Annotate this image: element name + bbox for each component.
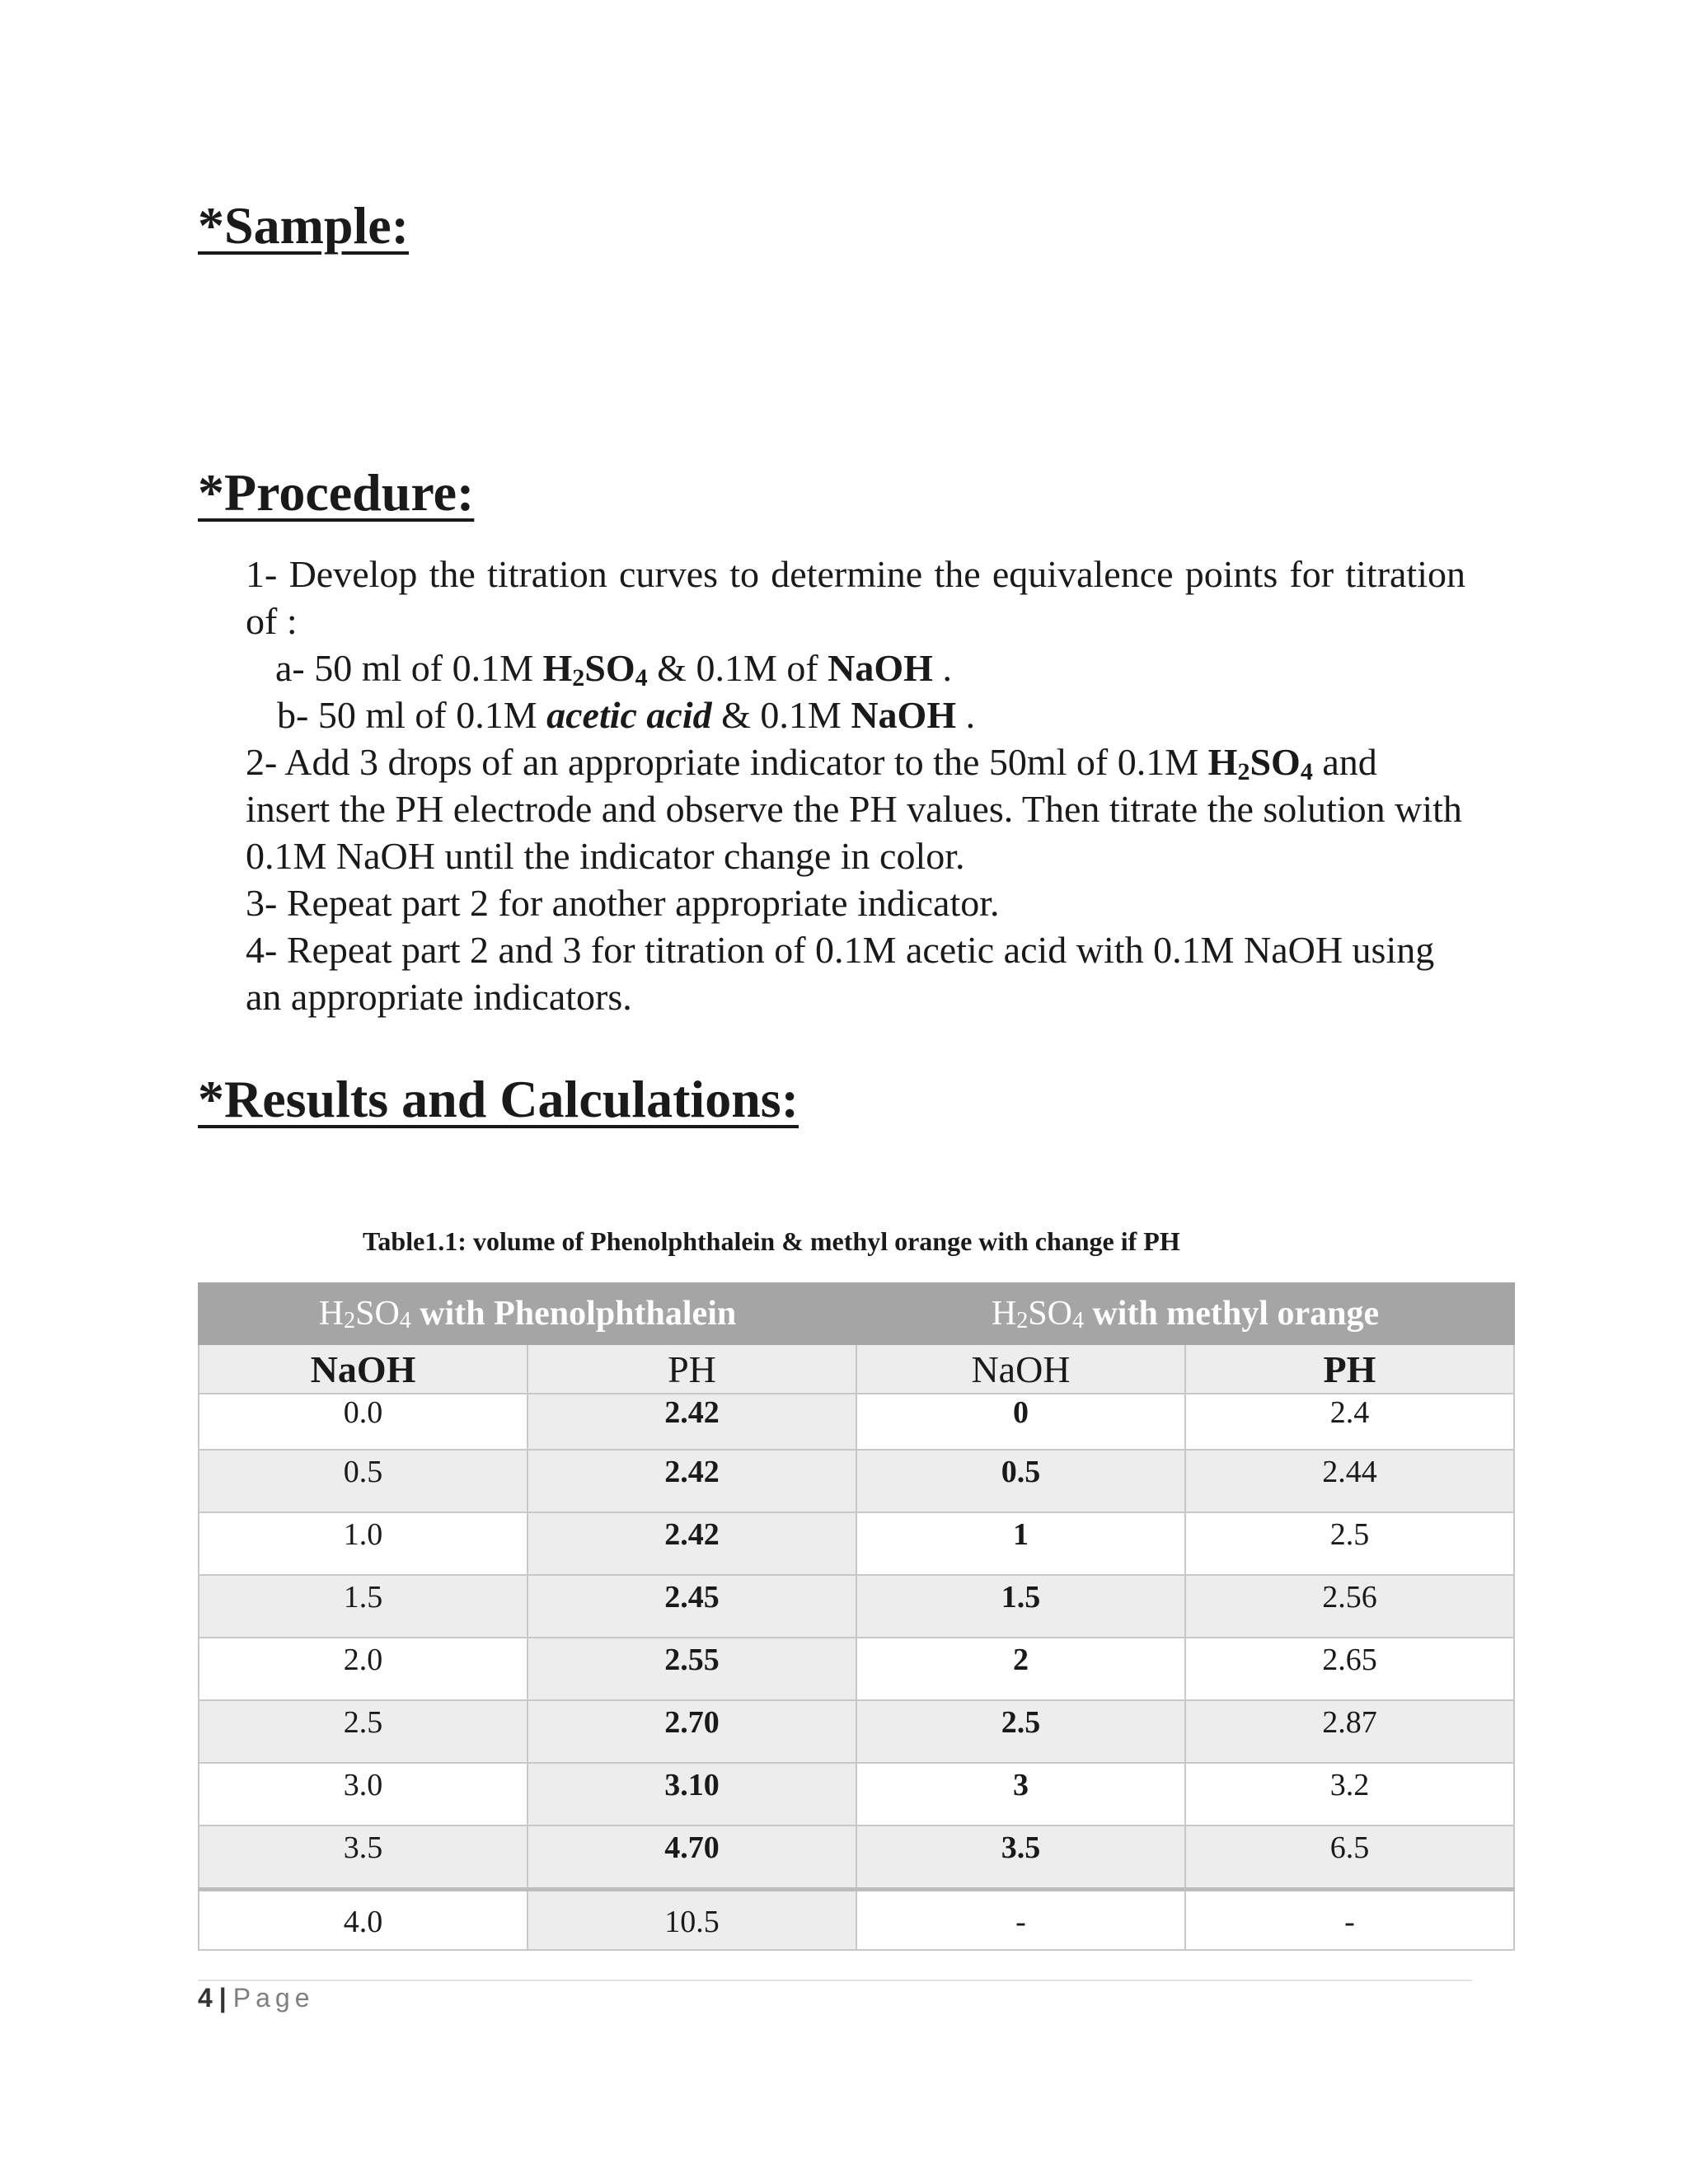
cell-naoh: 2.0 <box>199 1638 528 1700</box>
group-header-phenolphthalein: $H_2SO_4$ with Phenolphthalein <box>199 1283 856 1344</box>
cell-naoh: - <box>856 1890 1185 1951</box>
cell-ph: 6.5 <box>1185 1825 1514 1890</box>
cell-ph: 3.2 <box>1185 1763 1514 1825</box>
cell-ph: 2.42 <box>528 1394 856 1450</box>
cell-naoh: 3.5 <box>856 1825 1185 1890</box>
cell-naoh: 1.0 <box>199 1512 528 1575</box>
cell-naoh: 0.5 <box>856 1450 1185 1512</box>
table-group-header <box>199 1283 1514 1344</box>
cell-ph: 2.87 <box>1185 1700 1514 1763</box>
cell-naoh: 0.5 <box>199 1450 528 1512</box>
cell-ph: 2.4 <box>1185 1394 1514 1450</box>
cell-naoh: 1.5 <box>856 1575 1185 1638</box>
table-row <box>199 1575 1514 1638</box>
procedure-heading: *Procedure: <box>198 463 475 522</box>
page-number: 4 <box>198 1983 213 2013</box>
cell-ph: 2.70 <box>528 1700 856 1763</box>
cell-naoh: 3.0 <box>199 1763 528 1825</box>
cell-naoh: 0 <box>856 1394 1185 1450</box>
table-row <box>199 1394 1514 1450</box>
table-row <box>199 1638 1514 1700</box>
cell-naoh: 2 <box>856 1638 1185 1700</box>
table-row <box>199 1450 1514 1512</box>
cell-naoh: 2.5 <box>856 1700 1185 1763</box>
table-row <box>199 1512 1514 1575</box>
table-row <box>199 1700 1514 1763</box>
cell-ph: 2.65 <box>1185 1638 1514 1700</box>
procedure-step-1b: b- 50 ml of 0.1M acetic acid & 0.1M NaOH . <box>277 694 976 736</box>
table-caption: Table1.1: volume of Phenolphthalein & methyl orange with change if PH <box>363 1226 1180 1256</box>
cell-naoh: 3.5 <box>199 1825 528 1890</box>
cell-ph: 2.56 <box>1185 1575 1514 1638</box>
cell-naoh: 4.0 <box>199 1890 528 1951</box>
cell-ph: 2.42 <box>528 1450 856 1512</box>
procedure-step-1a: a- 50 ml of 0.1M $H_2SO_4$ & 0.1M of NaOH . <box>275 647 952 691</box>
page-footer <box>198 1983 314 2013</box>
titration-table <box>198 1282 1515 1951</box>
cell-ph: 3.10 <box>528 1763 856 1825</box>
procedure-step-1: 1- Develop the titration curves to determine the equivalence points for titration of : <box>246 553 1465 642</box>
cell-ph: 2.55 <box>528 1638 856 1700</box>
cell-ph: 2.42 <box>528 1512 856 1575</box>
column-header-ph: PH <box>528 1344 856 1394</box>
cell-ph: 2.45 <box>528 1575 856 1638</box>
page-label: Page <box>232 1983 315 2013</box>
cell-naoh: 0.0 <box>199 1394 528 1450</box>
cell-ph: - <box>1185 1890 1514 1951</box>
procedure-step-2: 2- Add 3 drops of an appropriate indicator to the 50ml of 0.1M $H_2SO_4$ and insert the PH electrode and observe the PH values. Then titrate the solution with 0.1M NaOH until the indicator change in color. <box>246 741 1462 877</box>
table-column-header <box>199 1344 1514 1394</box>
cell-naoh: 3 <box>856 1763 1185 1825</box>
cell-ph: 2.5 <box>1185 1512 1514 1575</box>
column-header-ph: PH <box>1185 1344 1514 1394</box>
column-header-naoh: NaOH <box>856 1344 1185 1394</box>
procedure-list <box>246 551 1465 1020</box>
results-heading: *Results and Calculations: <box>198 1070 799 1128</box>
cell-naoh: 2.5 <box>199 1700 528 1763</box>
cell-ph: 2.44 <box>1185 1450 1514 1512</box>
table-row <box>199 1825 1514 1890</box>
sample-heading: *Sample: <box>198 196 409 255</box>
column-header-naoh: NaOH <box>199 1344 528 1394</box>
table-row <box>199 1763 1514 1825</box>
procedure-step-4: 4- Repeat part 2 and 3 for titration of 0.1M acetic acid with 0.1M NaOH using an appropriate indicators. <box>246 929 1435 1018</box>
footer-divider <box>198 1980 1472 1981</box>
cell-ph: 10.5 <box>528 1890 856 1951</box>
group-header-methyl-orange: $H_2SO_4$ with methyl orange <box>856 1283 1514 1344</box>
procedure-step-3: 3- Repeat part 2 for another appropriate indicator. <box>246 882 1000 924</box>
cell-naoh: 1 <box>856 1512 1185 1575</box>
cell-ph: 4.70 <box>528 1825 856 1890</box>
table-row <box>199 1890 1514 1951</box>
footer-separator: | <box>218 1983 227 2013</box>
cell-naoh: 1.5 <box>199 1575 528 1638</box>
